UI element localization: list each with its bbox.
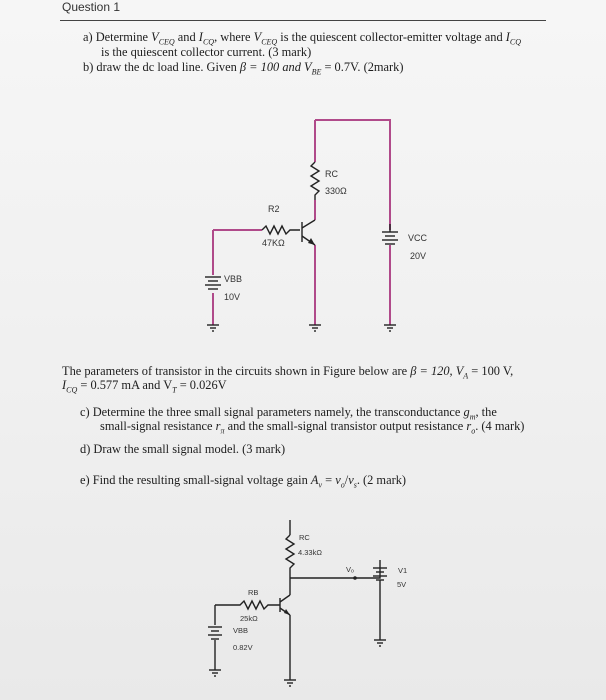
part-e xyxy=(80,473,406,492)
part-c-rpi-sub: π xyxy=(220,426,225,436)
part-c-line2-prefix: small-signal resistance xyxy=(100,419,216,433)
c2-wire-vo xyxy=(290,565,380,578)
part-c-rpi: r xyxy=(215,419,221,433)
c2-vbb-label: VBB xyxy=(233,626,249,635)
part-a-i2-sub: CQ xyxy=(509,37,522,47)
c2-ground-vbb xyxy=(209,670,221,676)
c1-r2-value: 47KΩ xyxy=(262,238,285,248)
part-c-line2 xyxy=(100,419,524,438)
c1-vbb-label: VBB xyxy=(224,274,243,284)
c2-v1-label: V1 xyxy=(398,566,408,575)
part-a-i1-sub: CQ xyxy=(202,37,215,47)
part-c-gm-sub: m xyxy=(469,412,476,422)
part-b-vbe: V xyxy=(304,60,312,74)
part-b-prefix: b) draw the dc load line. Given xyxy=(83,60,240,74)
part-e-vs-sub: s xyxy=(353,480,357,490)
part-c-line2-end: . (4 mark) xyxy=(475,419,525,433)
params-line2 xyxy=(62,378,227,397)
part-e-vs: v xyxy=(348,473,354,487)
part-b-suffix: = 0.7V. (2mark) xyxy=(321,60,404,74)
part-e-vo-sub: o xyxy=(340,480,345,490)
c1-r2-resistor xyxy=(262,226,300,234)
part-a-mid3: is the quiescent collector-emitter voltage and xyxy=(277,30,506,44)
params-line1-end: = 100 V, xyxy=(468,364,514,378)
part-e-end: . (2 mark) xyxy=(356,473,407,487)
part-a-i1: I xyxy=(198,30,203,44)
c1-rc-resistor xyxy=(311,162,319,200)
c1-transistor-collector xyxy=(302,220,315,228)
c2-vo-label: Vₒ xyxy=(346,565,354,574)
part-a-line2: is the quiescent collector current. (3 mark) xyxy=(101,45,312,59)
part-a-v1: V xyxy=(151,30,159,44)
c2-rb-value: 25kΩ xyxy=(240,614,258,623)
part-a-v2: V xyxy=(253,30,262,44)
part-c-prefix: c) Determine the three small signal parameters namely, the transconductance xyxy=(80,405,464,419)
c2-rb-label: RB xyxy=(248,588,259,597)
c1-transistor-arrow xyxy=(308,238,315,245)
part-a-mid1: and xyxy=(174,30,199,44)
c2-rb-resistor xyxy=(215,601,280,609)
params-prefix: The parameters of transistor in the circuits shown in Figure below are xyxy=(62,364,411,378)
c2-ground-emitter xyxy=(284,680,296,686)
part-a-v1-sub: CEQ xyxy=(158,37,175,47)
part-a-prefix: a) Determine xyxy=(83,30,152,44)
params-beta-va: β = 120, V xyxy=(410,364,464,378)
c2-vo-node xyxy=(353,576,357,580)
part-e-av: A xyxy=(310,473,319,487)
params-icq-sub: CQ xyxy=(66,385,78,395)
part-e-eq: = xyxy=(322,473,336,487)
c2-rc-resistor xyxy=(286,535,294,578)
params-line2-end: = 0.026V xyxy=(176,378,227,392)
part-a-i2: I xyxy=(505,30,510,44)
part-c-gm: g xyxy=(463,405,470,419)
question-title: Question 1 xyxy=(62,0,121,14)
part-e-vo: v xyxy=(335,473,341,487)
c1-vcc-value: 20V xyxy=(410,251,427,261)
part-e-prefix: e) Find the resulting small-signal voltage gain xyxy=(80,473,311,487)
part-d: d) Draw the small signal model. (3 mark) xyxy=(80,442,286,456)
c1-ground-vbb xyxy=(207,325,219,331)
part-c-ro: r xyxy=(466,419,472,433)
circuit-2-diagram xyxy=(208,520,387,686)
c2-ground-v1 xyxy=(374,640,386,646)
c1-rc-label: RC xyxy=(325,169,338,179)
part-a-mid2: , where xyxy=(214,30,254,44)
c1-r2-label: R2 xyxy=(268,204,280,214)
params-va-sub: A xyxy=(463,371,469,381)
part-c-line1-end: , the xyxy=(475,405,497,419)
c1-vcc-label: VCC xyxy=(408,233,428,243)
params-line2-mid: = 0.577 mA and V xyxy=(77,378,173,392)
part-e-av-sub: v xyxy=(318,480,323,490)
c2-rc-value: 4.33kΩ xyxy=(298,548,322,557)
part-c-line2-mid: and the small-signal transistor output resistance xyxy=(224,419,467,433)
part-b-vbe-sub: BE xyxy=(311,67,322,77)
c2-rc-label: RC xyxy=(299,533,310,542)
params-icq: I xyxy=(62,378,67,392)
part-a-v2-sub: CEQ xyxy=(261,37,278,47)
params-vt-sub: T xyxy=(172,385,177,395)
c1-ground-emitter xyxy=(309,325,321,331)
c1-ground-vcc xyxy=(384,325,396,331)
part-b-beta: β = 100 and xyxy=(239,60,305,74)
c1-vbb-value: 10V xyxy=(224,292,241,302)
c1-rc-value: 330Ω xyxy=(325,186,347,196)
part-e-slash: / xyxy=(344,473,349,487)
c2-v1-value: 5V xyxy=(397,580,407,589)
c2-transistor-collector xyxy=(280,595,290,602)
c2-transistor-arrow xyxy=(284,609,290,615)
c2-vbb-value: 0.82V xyxy=(233,643,253,652)
part-c-ro-sub: o xyxy=(471,426,476,436)
